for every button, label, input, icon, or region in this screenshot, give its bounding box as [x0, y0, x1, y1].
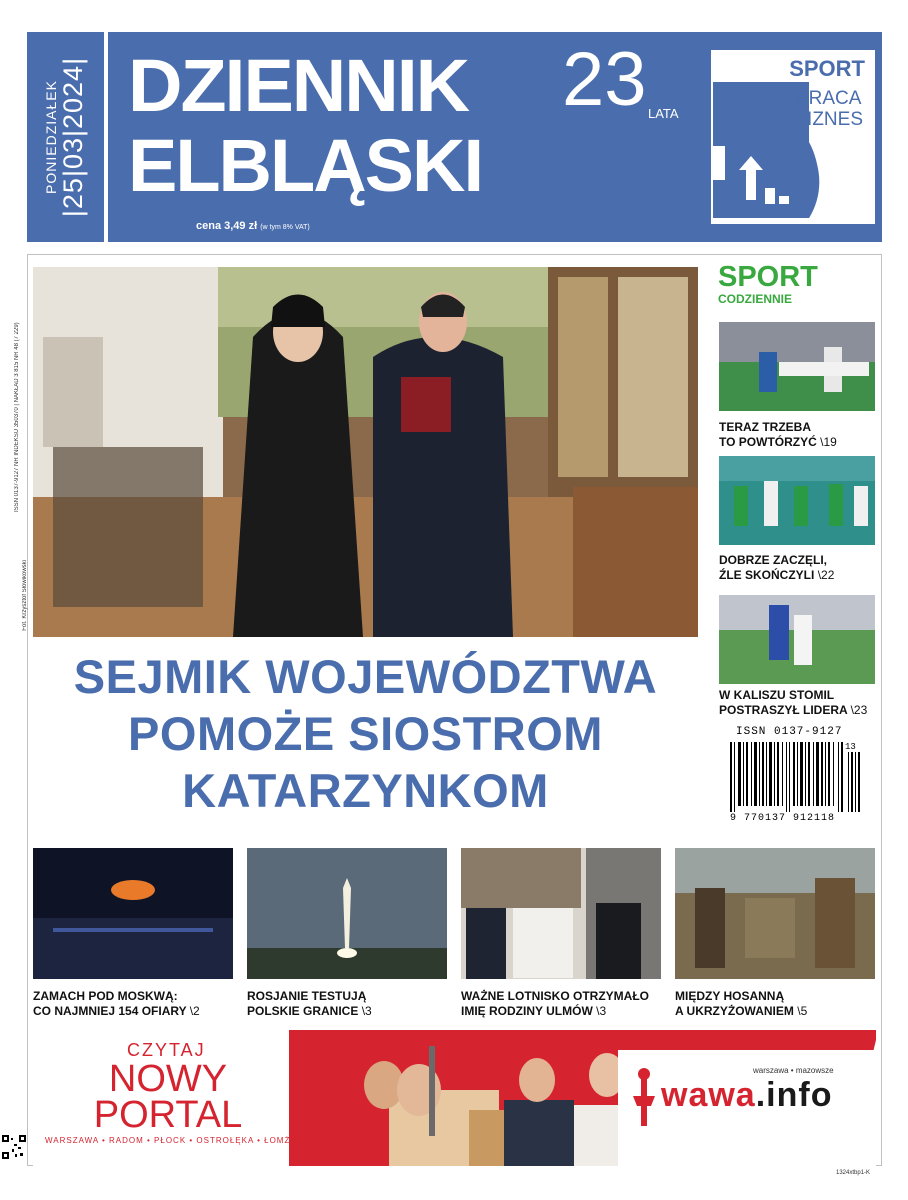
- news-caption-1-line2: CO NAJMNIEJ 154 OFIARY: [33, 1004, 187, 1018]
- sport-photo-3: [719, 595, 875, 684]
- footer-code: 1324xtbp1-K: [836, 1170, 871, 1176]
- ad-czytaj: CZYTAJ: [127, 1040, 206, 1060]
- ad-brand-tld: info: [766, 1076, 833, 1114]
- photo-credit: Fot. Krzysztof Słowikowski: [22, 560, 28, 631]
- ad-banner[interactable]: [33, 1030, 876, 1166]
- news-caption-2-page: \3: [361, 1004, 372, 1018]
- news-caption-2: [247, 989, 452, 1019]
- sport-subtitle: CODZIENNIE: [718, 292, 793, 306]
- ad-brand-main: wawa: [661, 1076, 756, 1114]
- sport-caption-3-line1: W KALISZU STOMIL: [719, 688, 835, 702]
- news-caption-4-line2: A UKRZYŻOWANIEM: [675, 1004, 794, 1018]
- news-caption-1-page: \2: [189, 1004, 200, 1018]
- price-label: [196, 220, 310, 232]
- sport-caption-2-line1: DOBRZE ZACZĘLI,: [719, 553, 827, 567]
- headline-line3: KATARZYNKOM: [182, 764, 549, 817]
- barcode-number: 9 770137 912118: [730, 813, 836, 824]
- headline-line1: SEJMIK WOJEWÓDZTWA: [73, 650, 658, 703]
- sport-caption-1-line2: TO POWTÓRZYĆ: [719, 435, 817, 449]
- news-caption-3-line2: IMIĘ RODZINY ULMÓW: [461, 1004, 593, 1018]
- sport-caption-3-line2: POSTRASZYŁ LIDERA: [719, 703, 848, 717]
- price-vat-note: (w tym 8% VAT): [260, 224, 310, 231]
- news-caption-3: [461, 989, 671, 1019]
- mermaid-logo-icon: [631, 1066, 657, 1132]
- sport-caption-1: [719, 420, 884, 450]
- issue-date: [43, 57, 87, 217]
- news-photo-2: [247, 848, 447, 979]
- anniversary-word: LATA: [648, 106, 679, 121]
- qr-code-icon: [2, 1135, 26, 1159]
- lead-photo: [33, 267, 698, 637]
- date-column: [27, 32, 104, 242]
- headline-line2: POMOŻE SIOSTROM: [128, 707, 603, 760]
- news-photo-1: [33, 848, 233, 979]
- news-caption-3-line1: WAŻNE LOTNISKO OTRZYMAŁO: [461, 989, 649, 1003]
- news-caption-3-page: \3: [596, 1004, 607, 1018]
- sport-photo-2: [719, 456, 875, 545]
- masthead: [108, 32, 882, 242]
- news-caption-1: [33, 989, 238, 1019]
- barcode-suffix: 13: [845, 742, 856, 752]
- issn-label: ISSN 0137-9127: [736, 726, 843, 738]
- news-caption-4: [675, 989, 880, 1019]
- price-value: cena 3,49 zł: [196, 220, 258, 232]
- news-photo-4: [675, 848, 875, 979]
- news-caption-2-line1: ROSJANIE TESTUJĄ: [247, 989, 367, 1003]
- logo-sport-label: SPORT: [789, 56, 865, 81]
- sport-caption-3-page: \23: [850, 703, 868, 717]
- anniversary-number: 23: [562, 37, 647, 122]
- lead-headline: [33, 648, 698, 819]
- news-caption-2-line2: POLSKIE GRANICE: [247, 1004, 359, 1018]
- news-caption-4-line1: MIĘDZY HOSANNĄ: [675, 989, 785, 1003]
- date-label: |25|03|2024|: [58, 56, 88, 218]
- supplement-logo: [711, 50, 875, 224]
- sport-caption-3: [719, 688, 884, 718]
- ad-brand-sub: warszawa • mazowsze: [753, 1066, 834, 1075]
- ad-portal: PORTAL: [93, 1094, 243, 1136]
- sport-caption-2: [719, 553, 884, 583]
- news-caption-4-page: \5: [797, 1004, 808, 1018]
- news-photo-3: [461, 848, 661, 979]
- sport-photo-1: [719, 322, 875, 411]
- sport-caption-2-line2: ŹLE SKOŃCZYLI: [719, 568, 815, 582]
- ad-nowy: NOWY: [108, 1058, 228, 1100]
- barcode: [730, 742, 862, 812]
- sport-section-header: [718, 262, 818, 306]
- ad-cities: WARSZAWA • RADOM • PŁOCK • OSTROŁĘKA • ŁOMŻA • SIEDLCE: [45, 1136, 348, 1145]
- logo-praca-label: PRACA: [795, 88, 862, 109]
- sport-caption-1-page: \19: [820, 435, 837, 449]
- sport-title: SPORT: [718, 261, 818, 293]
- news-caption-1-line1: ZAMACH POD MOSKWĄ:: [33, 989, 178, 1003]
- sport-caption-2-page: \22: [817, 568, 835, 582]
- weekday-label: PONIEDZIAŁEK: [43, 80, 59, 194]
- ad-brand: [661, 1076, 832, 1115]
- print-info: ISSN 0137-9127 NR INDEKSU 350370 | NAKŁAD 3 815 NR 48 (7 229): [14, 322, 20, 512]
- title-line1: DZIENNIK: [128, 44, 469, 127]
- logo-praca-biznes: [794, 88, 863, 130]
- title-line2: ELBLĄSKI: [128, 124, 482, 207]
- sport-caption-1-line1: TERAZ TRZEBA: [719, 420, 811, 434]
- ad-brand-dot: .: [755, 1076, 767, 1114]
- logo-biznes-label: BIZNES: [794, 109, 863, 130]
